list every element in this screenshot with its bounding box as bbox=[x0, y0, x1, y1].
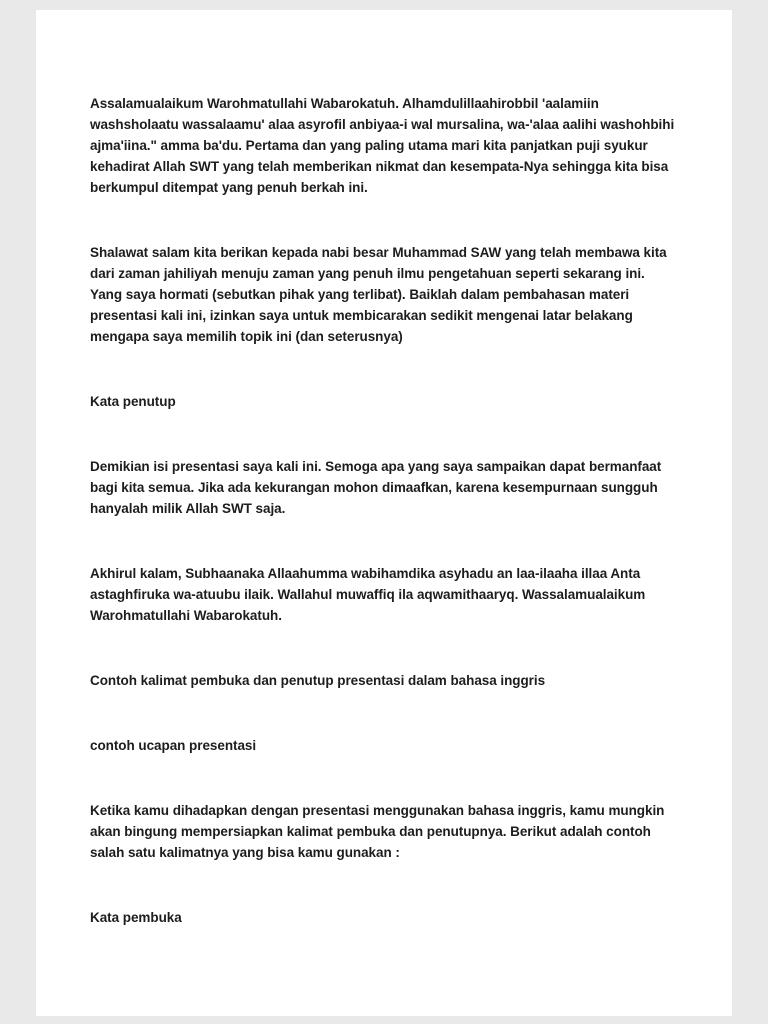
document-content bbox=[36, 10, 732, 928]
paragraph-demikian-isi: Demikian isi presentasi saya kali ini. Semoga apa yang saya sampaikan dapat bermanfaat bagi kita semua. Jika ada kekurangan mohon dimaafkan, karena kesempurnaan sungguh hanyalah milik Allah SWT saja. bbox=[90, 459, 662, 516]
document-page bbox=[36, 10, 732, 1016]
heading-contoh-ucapan: contoh ucapan presentasi bbox=[90, 738, 257, 753]
paragraph-shalawat: Shalawat salam kita berikan kepada nabi besar Muhammad SAW yang telah membawa kita dari zaman jahiliyah menuju zaman yang penuh ilmu pengetahuan seperti sekarang ini. Yang saya hormati (sebutkan pihak yang terlibat). Baiklah dalam pembahasan materi presentasi kali ini, izinkan saya untuk membicarakan sedikit mengenai latar belakang mengapa saya memilih topik ini (dan seterusnya) bbox=[90, 245, 667, 344]
paragraph-akhirul-kalam: Akhirul kalam, Subhaanaka Allaahumma wabihamdika asyhadu an laa-ilaaha illaa Anta astaghfiruka wa-atuubu ilaik. Wallahul muwaffiq ila aqwamithaaryq. Wassalamualaikum Warohmatullahi Wabarokatuh. bbox=[90, 566, 646, 623]
paragraph-ketika-kamu: Ketika kamu dihadapkan dengan presentasi menggunakan bahasa inggris, kamu mungkin akan bingung mempersiapkan kalimat pembuka dan penutupnya. Berikut adalah contoh salah satu kalimatnya yang bisa kamu gunakan : bbox=[90, 803, 665, 860]
paragraph-opening-arabic-greeting: Assalamualaikum Warohmatullahi Wabarokatuh. Alhamdulillaahirobbil 'aalamiin washsholaatu wassalaamu' alaa asyrofil anbiyaa-i wal mursalina, wa-'alaa aalihi washohbihi ajma'iina." amma ba'du. Pertama dan yang paling utama mari kita panjatkan puji syukur kehadirat Allah SWT yang telah memberikan nikmat dan kesempata-Nya sehingga kita bisa berkumpul ditempat yang penuh berkah ini. bbox=[90, 96, 675, 195]
heading-contoh-kalimat-inggris: Contoh kalimat pembuka dan penutup presentasi dalam bahasa inggris bbox=[90, 673, 546, 688]
heading-kata-pembuka: Kata pembuka bbox=[90, 910, 182, 925]
heading-kata-penutup: Kata penutup bbox=[90, 394, 176, 409]
